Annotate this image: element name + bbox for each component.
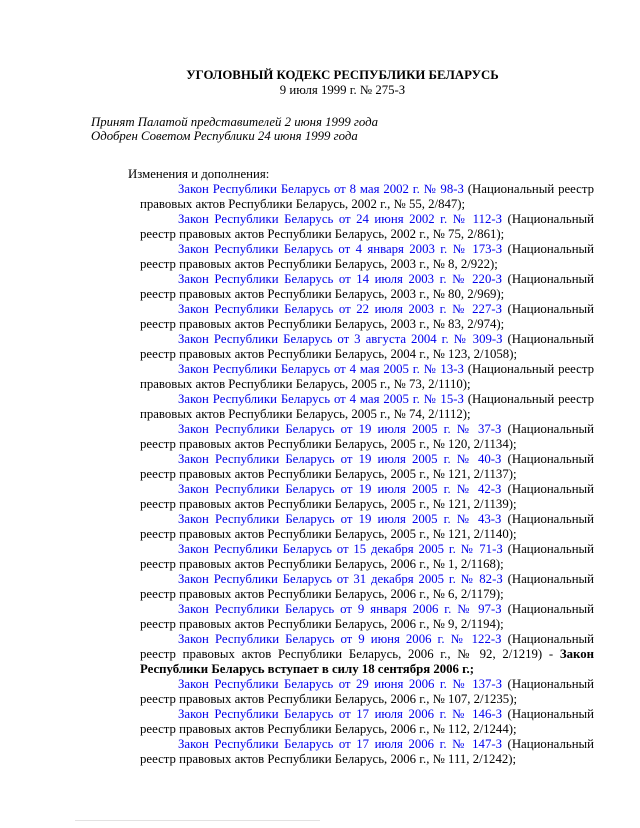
adopted-by-house-line: Принят Палатой представителей 2 июня 1999 года [91, 115, 379, 129]
amendment-registry-text: (Национальный реестр правовых актов Республики Беларусь, 2006 г., № 111, 2/1242); [140, 737, 594, 766]
amendment-entry [91, 632, 594, 677]
amendment-entry [91, 452, 594, 482]
amendment-law-link[interactable]: Закон Республики Беларусь от 19 июля 2005 г. № 42-З [178, 482, 502, 496]
amendment-registry-text: (Национальный реестр правовых актов Республики Беларусь, 2005 г., № 120, 2/1134); [140, 422, 594, 451]
amendment-law-link[interactable]: Закон Республики Беларусь от 9 июня 2006 г. № 122-З [178, 632, 502, 646]
amendment-entry [91, 242, 594, 272]
amendment-registry-text: (Национальный реестр правовых актов Республики Беларусь, 2004 г., № 123, 2/1058); [140, 332, 594, 361]
amendment-entry [91, 512, 594, 542]
amendment-law-link[interactable]: Закон Республики Беларусь от 4 мая 2005 г. № 15-З [178, 392, 464, 406]
amendment-registry-text: (Национальный реестр правовых актов Республики Беларусь, 2002 г., № 75, 2/861); [140, 212, 594, 241]
amendment-registry-text: (Национальный реестр правовых актов Республики Беларусь, 2005 г., № 121, 2/1139); [140, 482, 594, 511]
amendment-entry [91, 182, 594, 212]
amendment-entry [91, 677, 594, 707]
amendments-heading: Изменения и дополнения: [128, 167, 270, 181]
amendment-law-link[interactable]: Закон Республики Беларусь от 4 января 2003 г. № 173-З [178, 242, 503, 256]
amendment-entry [91, 602, 594, 632]
amendment-law-link[interactable]: Закон Республики Беларусь от 17 июля 2006 г. № 146-З [178, 707, 503, 721]
amendment-entry [91, 272, 594, 302]
amendment-entry [91, 302, 594, 332]
amendment-registry-text: (Национальный реестр правовых актов Республики Беларусь, 2003 г., № 8, 2/922); [140, 242, 594, 271]
amendment-entry [91, 572, 594, 602]
amendment-registry-text: (Национальный реестр правовых актов Республики Беларусь, 2006 г., № 6, 2/1179); [140, 572, 595, 601]
document-number-date: 9 июля 1999 г. № 275-З [279, 83, 406, 97]
amendment-entry [91, 392, 594, 422]
amendment-registry-text: (Национальный реестр правовых актов Республики Беларусь, 2006 г., № 112, 2/1244); [140, 707, 594, 736]
amendment-law-link[interactable]: Закон Республики Беларусь от 9 января 2006 г. № 97-З [178, 602, 502, 616]
amendment-effective-note: Закон Республики Беларусь вступает в силу 18 сентября 2006 г.; [140, 647, 594, 676]
page-bottom-rule [75, 820, 320, 821]
amendment-law-link[interactable]: Закон Республики Беларусь от 19 июля 2005 г. № 37-З [178, 422, 502, 436]
amendment-entry [91, 707, 594, 737]
amendment-registry-text: (Национальный реестр правовых актов Республики Беларусь, 2003 г., № 83, 2/974); [140, 302, 594, 331]
amendment-law-link[interactable]: Закон Республики Беларусь от 29 июня 2006 г. № 137-З [178, 677, 503, 691]
amendment-entry [91, 212, 594, 242]
adoption-block [91, 115, 594, 143]
amendment-law-link[interactable]: Закон Республики Беларусь от 31 декабря 2005 г. № 82-З [178, 572, 503, 586]
amendment-registry-text: (Национальный реестр правовых актов Республики Беларусь, 2005 г., № 74, 2/1112); [140, 392, 594, 421]
amendment-law-link[interactable]: Закон Республики Беларусь от 24 июня 2002 г. № 112-З [178, 212, 503, 226]
amendment-registry-text: (Национальный реестр правовых актов Республики Беларусь, 2006 г., № 107, 2/1235); [140, 677, 594, 706]
amendment-law-link[interactable]: Закон Республики Беларусь от 8 мая 2002 г. № 98-З [178, 182, 464, 196]
approved-by-council-line: Одобрен Советом Республики 24 июня 1999 года [91, 129, 358, 143]
amendment-registry-text: (Национальный реестр правовых актов Республики Беларусь, 2005 г., № 121, 2/1137); [140, 452, 594, 481]
document-title: УГОЛОВНЫЙ КОДЕКС РЕСПУБЛИКИ БЕЛАРУСЬ [186, 68, 499, 82]
amendment-law-link[interactable]: Закон Республики Беларусь от 22 июля 2003 г. № 227-З [178, 302, 503, 316]
amendment-registry-text: (Национальный реестр правовых актов Республики Беларусь, 2005 г., № 73, 2/1110); [140, 362, 594, 391]
amendment-registry-text: (Национальный реестр правовых актов Республики Беларусь, 2006 г., № 1, 2/1168); [140, 542, 595, 571]
amendment-registry-text: (Национальный реестр правовых актов Республики Беларусь, 2006 г., № 9, 2/1194); [140, 602, 595, 631]
amendment-registry-text: (Национальный реестр правовых актов Республики Беларусь, 2002 г., № 55, 2/847); [140, 182, 594, 211]
amendment-law-link[interactable]: Закон Республики Беларусь от 19 июля 2005 г. № 40-З [178, 452, 502, 466]
amendment-law-link[interactable]: Закон Республики Беларусь от 3 августа 2004 г. № 309-З [178, 332, 503, 346]
amendment-entry [91, 332, 594, 362]
amendments-list [91, 182, 594, 767]
amendment-registry-text: (Национальный реестр правовых актов Республики Беларусь, 2006 г., № 92, 2/1219) - [140, 632, 595, 661]
amendment-entry [91, 737, 594, 767]
amendment-law-link[interactable]: Закон Республики Беларусь от 15 декабря 2005 г. № 71-З [178, 542, 503, 556]
amendment-entry [91, 482, 594, 512]
amendment-law-link[interactable]: Закон Республики Беларусь от 4 мая 2005 г. № 13-З [178, 362, 464, 376]
document-content [91, 0, 594, 767]
amendment-entry [91, 422, 594, 452]
amendment-registry-text: (Национальный реестр правовых актов Республики Беларусь, 2005 г., № 121, 2/1140); [140, 512, 594, 541]
amendment-law-link[interactable]: Закон Республики Беларусь от 19 июля 2005 г. № 43-З [178, 512, 502, 526]
amendment-entry [91, 362, 594, 392]
amendment-registry-text: (Национальный реестр правовых актов Республики Беларусь, 2003 г., № 80, 2/969); [140, 272, 594, 301]
amendment-law-link[interactable]: Закон Республики Беларусь от 14 июля 2003 г. № 220-З [178, 272, 503, 286]
amendment-entry [91, 542, 594, 572]
amendment-law-link[interactable]: Закон Республики Беларусь от 17 июля 2006 г. № 147-З [178, 737, 503, 751]
